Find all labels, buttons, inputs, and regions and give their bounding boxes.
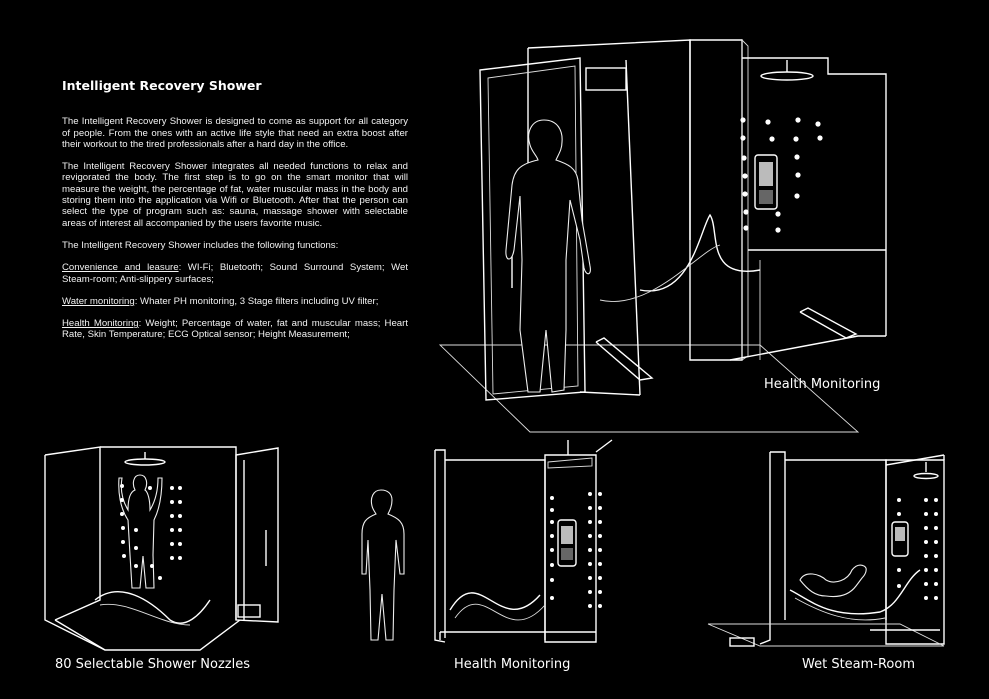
shower-head-icon: [125, 459, 165, 465]
shower-head-icon: [761, 72, 813, 80]
caption-nozzles: 80 Selectable Shower Nozzles: [55, 657, 250, 672]
feature-label: Water monitoring: [62, 295, 135, 307]
control-column: [690, 40, 742, 360]
person-silhouette: [119, 475, 162, 588]
feature-text: : WI-Fi; Bluetooth; Sound Surround System; Wet Steam-room; Anti-slippery surfaces;: [62, 262, 408, 285]
steam-room-drawing: [708, 452, 944, 646]
functions-paragraph: The Intelligent Recovery Shower integrates all needed functions to relax and revigorated the body. The first step is to go on the smart monitor that will measure the weight, the percentage of fat, water muscular mass in the body and storing them into the application via Wifi or Bluetooth. After that the person can select the type of program such as: sauna, massage shower with selectable areas of interest all accompanied by the users favorite music.: [62, 161, 408, 229]
person-silhouette: [362, 490, 404, 640]
control-column: [886, 460, 944, 644]
feature-text: : Weight; Percentage of water, fat and muscular mass; Heart Rate, Skin Temperature; ECG Optical sensor; Height Measurement;: [62, 318, 408, 341]
feature-label: Convenience and leasure: [62, 262, 179, 274]
floor-rail: [596, 338, 652, 380]
nozzles-shower-drawing: [45, 447, 278, 650]
main-shower-drawing: [440, 40, 886, 432]
health-monitoring-drawing: [362, 440, 612, 642]
nozzles: [897, 498, 938, 600]
page-title: Intelligent Recovery Shower: [62, 78, 262, 93]
caption-main: Health Monitoring: [764, 377, 881, 392]
caption-health-monitoring: Health Monitoring: [454, 657, 571, 672]
feature-text: : Whater PH monitoring, 3 Stage filters including UV filter;: [134, 295, 379, 307]
nozzles: [740, 117, 822, 232]
features-intro: The Intelligent Recovery Shower includes the following functions:: [62, 239, 339, 251]
shower-head-icon: [914, 474, 938, 479]
caption-steam-room: Wet Steam-Room: [802, 657, 916, 672]
feature-label: Health Monitoring: [62, 318, 139, 330]
intro-paragraph: The Intelligent Recovery Shower is designed to come as support for all category of people. From the ones with an active life style that need an extra boost after their workout to the tired professionals after a hard day in the office.: [62, 116, 408, 150]
person-silhouette: [800, 565, 866, 596]
